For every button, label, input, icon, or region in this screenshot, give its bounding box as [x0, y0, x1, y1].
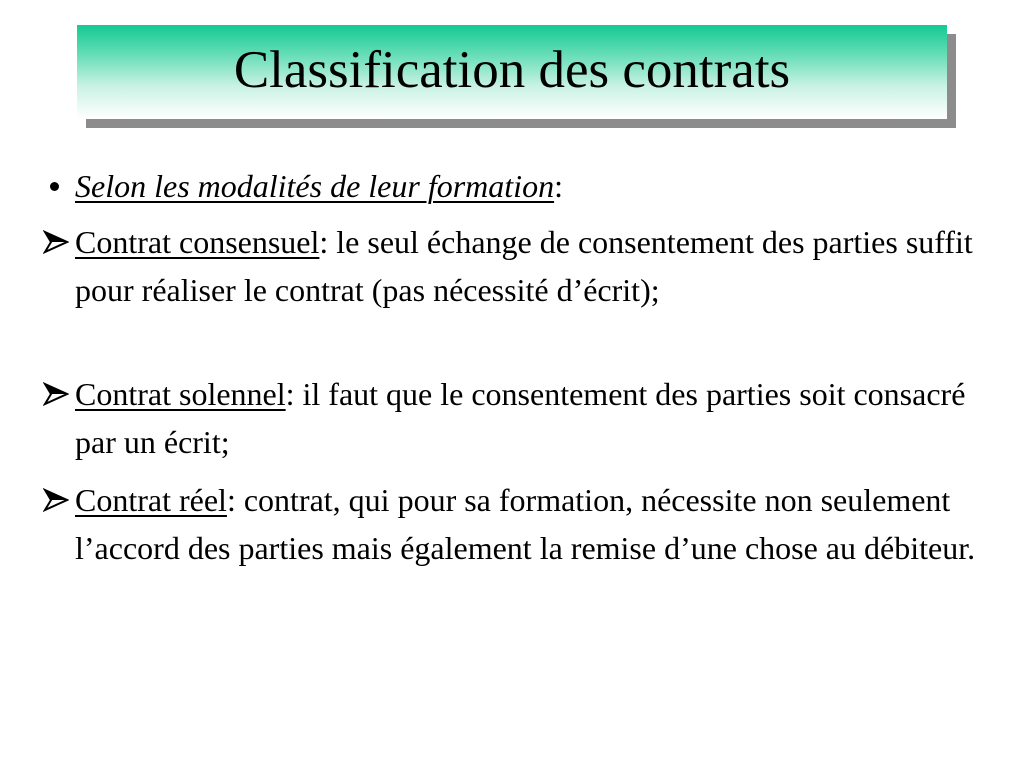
item-definition: : contrat, qui pour sa formation, nécessite non seulement l’accord des parties mais également la remise d’une chose au débiteur.	[75, 482, 976, 566]
item-term: Contrat consensuel	[75, 224, 320, 260]
intro-text	[75, 162, 978, 210]
intro-suffix: :	[554, 168, 563, 204]
list-item-consensuel	[38, 218, 978, 314]
bullet-dot-icon	[38, 162, 74, 210]
item-term: Contrat réel	[75, 482, 227, 518]
slide-title: Classification des contrats	[233, 40, 791, 99]
item-text	[75, 370, 978, 466]
title-banner	[77, 25, 947, 119]
list-item-reel	[38, 476, 978, 572]
item-text	[75, 476, 978, 572]
item-text	[75, 218, 978, 314]
intro-bullet	[38, 162, 978, 210]
arrow-bullet-icon	[38, 370, 74, 418]
arrow-bullet-icon	[38, 476, 74, 524]
item-term: Contrat solennel	[75, 376, 286, 412]
item-definition: : le seul échange de consentement des parties suffit pour réaliser le contrat (pas nécessité d’écrit);	[75, 224, 973, 308]
list-item-solennel	[38, 370, 978, 466]
intro-heading: Selon les modalités de leur formation	[75, 168, 555, 204]
arrow-bullet-icon	[38, 218, 74, 266]
item-definition: : il faut que le consentement des parties soit consacré par un écrit;	[75, 376, 966, 460]
